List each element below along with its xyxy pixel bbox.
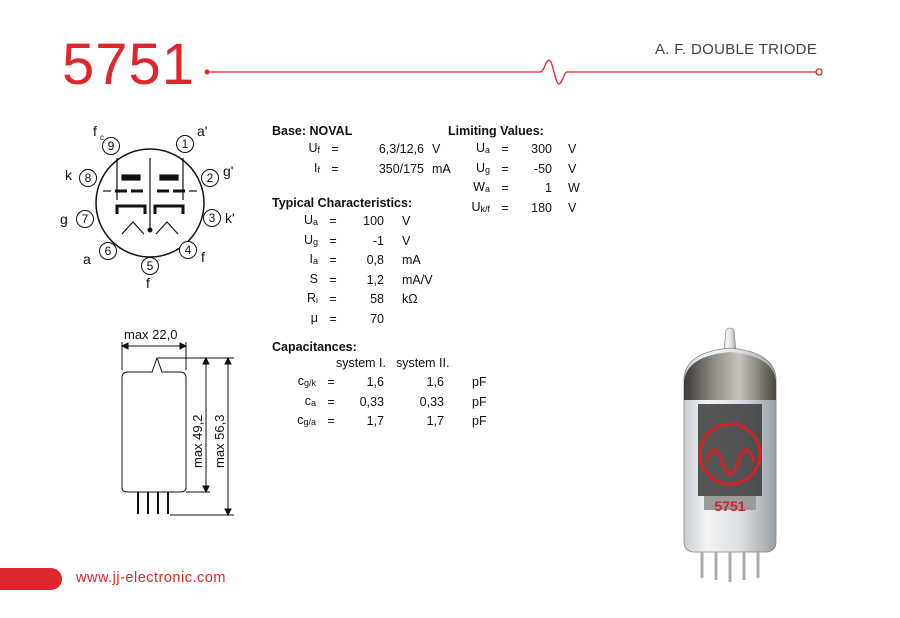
limiting-row: $U_g$ = -50 V — [475, 160, 577, 176]
pin-5 — [142, 258, 159, 275]
svg-text:1: 1 — [181, 137, 189, 151]
footer-website-link[interactable]: www.jj-electronic.com — [76, 570, 226, 586]
limiting-row: $U_a$ = 300 V — [475, 141, 577, 156]
pin-3-label: k' — [225, 210, 235, 226]
typical-row: $U_g$ = -1 V — [303, 232, 411, 248]
base-table — [296, 140, 451, 179]
pin-2-label: g' — [223, 163, 234, 179]
cap-col-system-1: system I. — [336, 356, 387, 370]
pin-4 — [180, 242, 197, 259]
svg-text:8: 8 — [84, 171, 92, 185]
header-rule — [0, 0, 900, 100]
base-row: $U_f$ = 6,3/12,6 V — [308, 141, 441, 156]
pin-4-label: f — [201, 249, 205, 265]
typical-row: $R_i$ = 58 kΩ — [306, 291, 418, 307]
limiting-row: $W_a$ = 1 W — [473, 180, 580, 196]
pin-8 — [80, 170, 97, 187]
pin-2 — [202, 170, 219, 187]
capacitances-title: Capacitances: — [272, 340, 357, 354]
tube-pins — [702, 552, 758, 582]
typical-row: $I_a$ = 0,8 mA — [309, 252, 421, 268]
pin-6-label: a — [83, 251, 91, 267]
pinout-diagram — [55, 118, 255, 293]
tube-print-label: 5751 — [714, 498, 746, 514]
pin-8-label: k — [65, 167, 72, 183]
pin-6 — [100, 243, 117, 260]
tube-electrodes — [103, 158, 197, 234]
capacitances-table — [290, 373, 487, 432]
limiting-table — [464, 140, 580, 218]
footer-accent-bar — [0, 568, 62, 590]
header-rule-wave — [207, 60, 817, 84]
pin-9 — [103, 138, 120, 155]
typical-title: Typical Characteristics: — [272, 196, 413, 210]
pin-7-label: g — [60, 211, 68, 227]
base-row: $I_f$ = 350/175 mA — [314, 160, 451, 176]
dimension-drawing — [100, 322, 240, 522]
body-height-dimension-label: max 49,2 — [190, 414, 205, 468]
pin-9-label: f — [93, 123, 97, 139]
typical-row: S = 1,2 mA/V — [309, 271, 433, 287]
limiting-row: $U_{k/f}$ = 180 V — [471, 199, 577, 215]
width-dimension-label: max 22,0 — [124, 327, 178, 342]
typical-row: μ = 70 — [310, 310, 384, 326]
limiting-title: Limiting Values: — [448, 124, 544, 138]
tube-tip — [724, 328, 736, 350]
tube-plates — [698, 404, 762, 496]
pin-3 — [204, 210, 221, 227]
total-height-dimension-label: max 56,3 — [212, 414, 227, 468]
base-title: Base: NOVAL — [272, 124, 353, 138]
capacitance-row: $c_{g/k}$ = 1,6 1,6 pF — [297, 374, 487, 389]
page-subtitle: A. F. DOUBLE TRIODE — [655, 41, 818, 58]
svg-text:5: 5 — [146, 259, 154, 273]
tube-center-node — [148, 228, 153, 233]
header-rule-end-dot — [816, 69, 822, 75]
svg-text:2: 2 — [206, 171, 214, 185]
capacitance-row: $c_a$ = 0,33 0,33 pF — [304, 393, 487, 409]
page-title: 5751 — [62, 32, 196, 97]
typical-row: $U_a$ = 100 V — [303, 213, 411, 228]
pin-7 — [77, 211, 94, 228]
cap-col-system-2: system II. — [396, 356, 450, 370]
pin-9-label-sub: c — [100, 133, 104, 142]
tube-outline — [122, 358, 186, 492]
svg-text:6: 6 — [104, 244, 112, 258]
svg-text:9: 9 — [107, 139, 115, 153]
tube-photo — [670, 326, 790, 584]
capacitance-row: $c_{g/a}$ = 1,7 1,7 pF — [297, 413, 487, 429]
pin-1 — [177, 136, 194, 153]
svg-text:7: 7 — [81, 212, 89, 226]
typical-table — [292, 212, 433, 330]
pin-1-label: a' — [197, 123, 208, 139]
svg-text:4: 4 — [184, 243, 192, 257]
pin-5-label: f — [146, 275, 150, 291]
svg-text:3: 3 — [208, 211, 216, 225]
